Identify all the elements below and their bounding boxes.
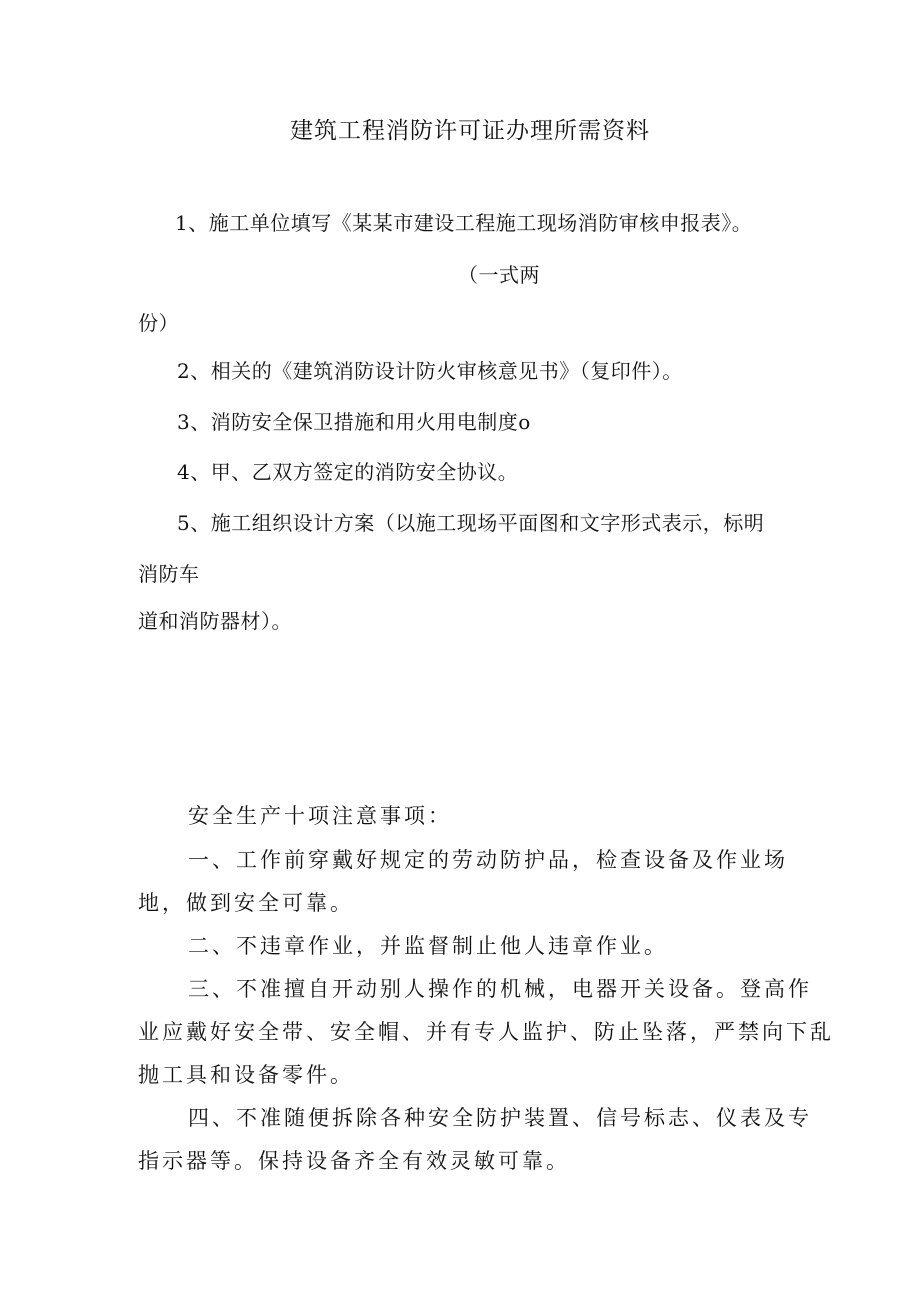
safety-rule-3-line-1: 三、不准擅自开动别人操作的机械，电器开关设备。登高作 [188,977,812,1001]
safety-rule-1-line-2: 地，做到安全可靠。 [138,891,354,915]
requirement-item-4: 4、甲、乙双方签定的消防安全协议。 [177,460,519,484]
requirement-item-3: 3、消防安全保卫措施和用火用电制度o [177,410,531,434]
requirement-item-5-line-1: 5、施工组织设计方案（以施工现场平面图和文字形式表示，标明 [177,511,765,535]
safety-rule-2-line-1: 二、不违章作业，并监督制止他人违章作业。 [188,934,668,958]
safety-heading: 安全生产十项注意事项： [188,804,452,828]
requirement-item-1-line-3: 份） [138,311,179,335]
requirement-item-2: 2、相关的《建筑消防设计防火审核意见书》（复印件）。 [177,359,683,383]
requirement-item-1-line-1: 1、施工单位填写《某某市建设工程施工现场消防审核申报表》。 [175,211,753,235]
requirement-item-5-line-2: 消防车 [138,562,200,586]
page-title: 建筑工程消防许可证办理所需资料 [290,118,650,144]
requirement-item-5-line-3: 道和消防器材）。 [138,609,292,633]
safety-rule-4-line-1: 四、不准随便拆除各种安全防护装置、信号标志、仪表及专 [188,1106,812,1130]
safety-rule-1-line-1: 一、工作前穿戴好规定的劳动防护品，检查设备及作业场 [188,848,788,872]
requirement-item-1-line-2: （一式两 [458,263,540,287]
safety-rule-3-line-3: 抛工具和设备零件。 [138,1063,354,1087]
safety-rule-4-line-2: 指示器等。保持设备齐全有效灵敏可靠。 [138,1149,570,1173]
safety-rule-3-line-2: 业应戴好安全带、安全帽、并有专人监护、防止坠落，严禁向下乱 [138,1020,834,1044]
